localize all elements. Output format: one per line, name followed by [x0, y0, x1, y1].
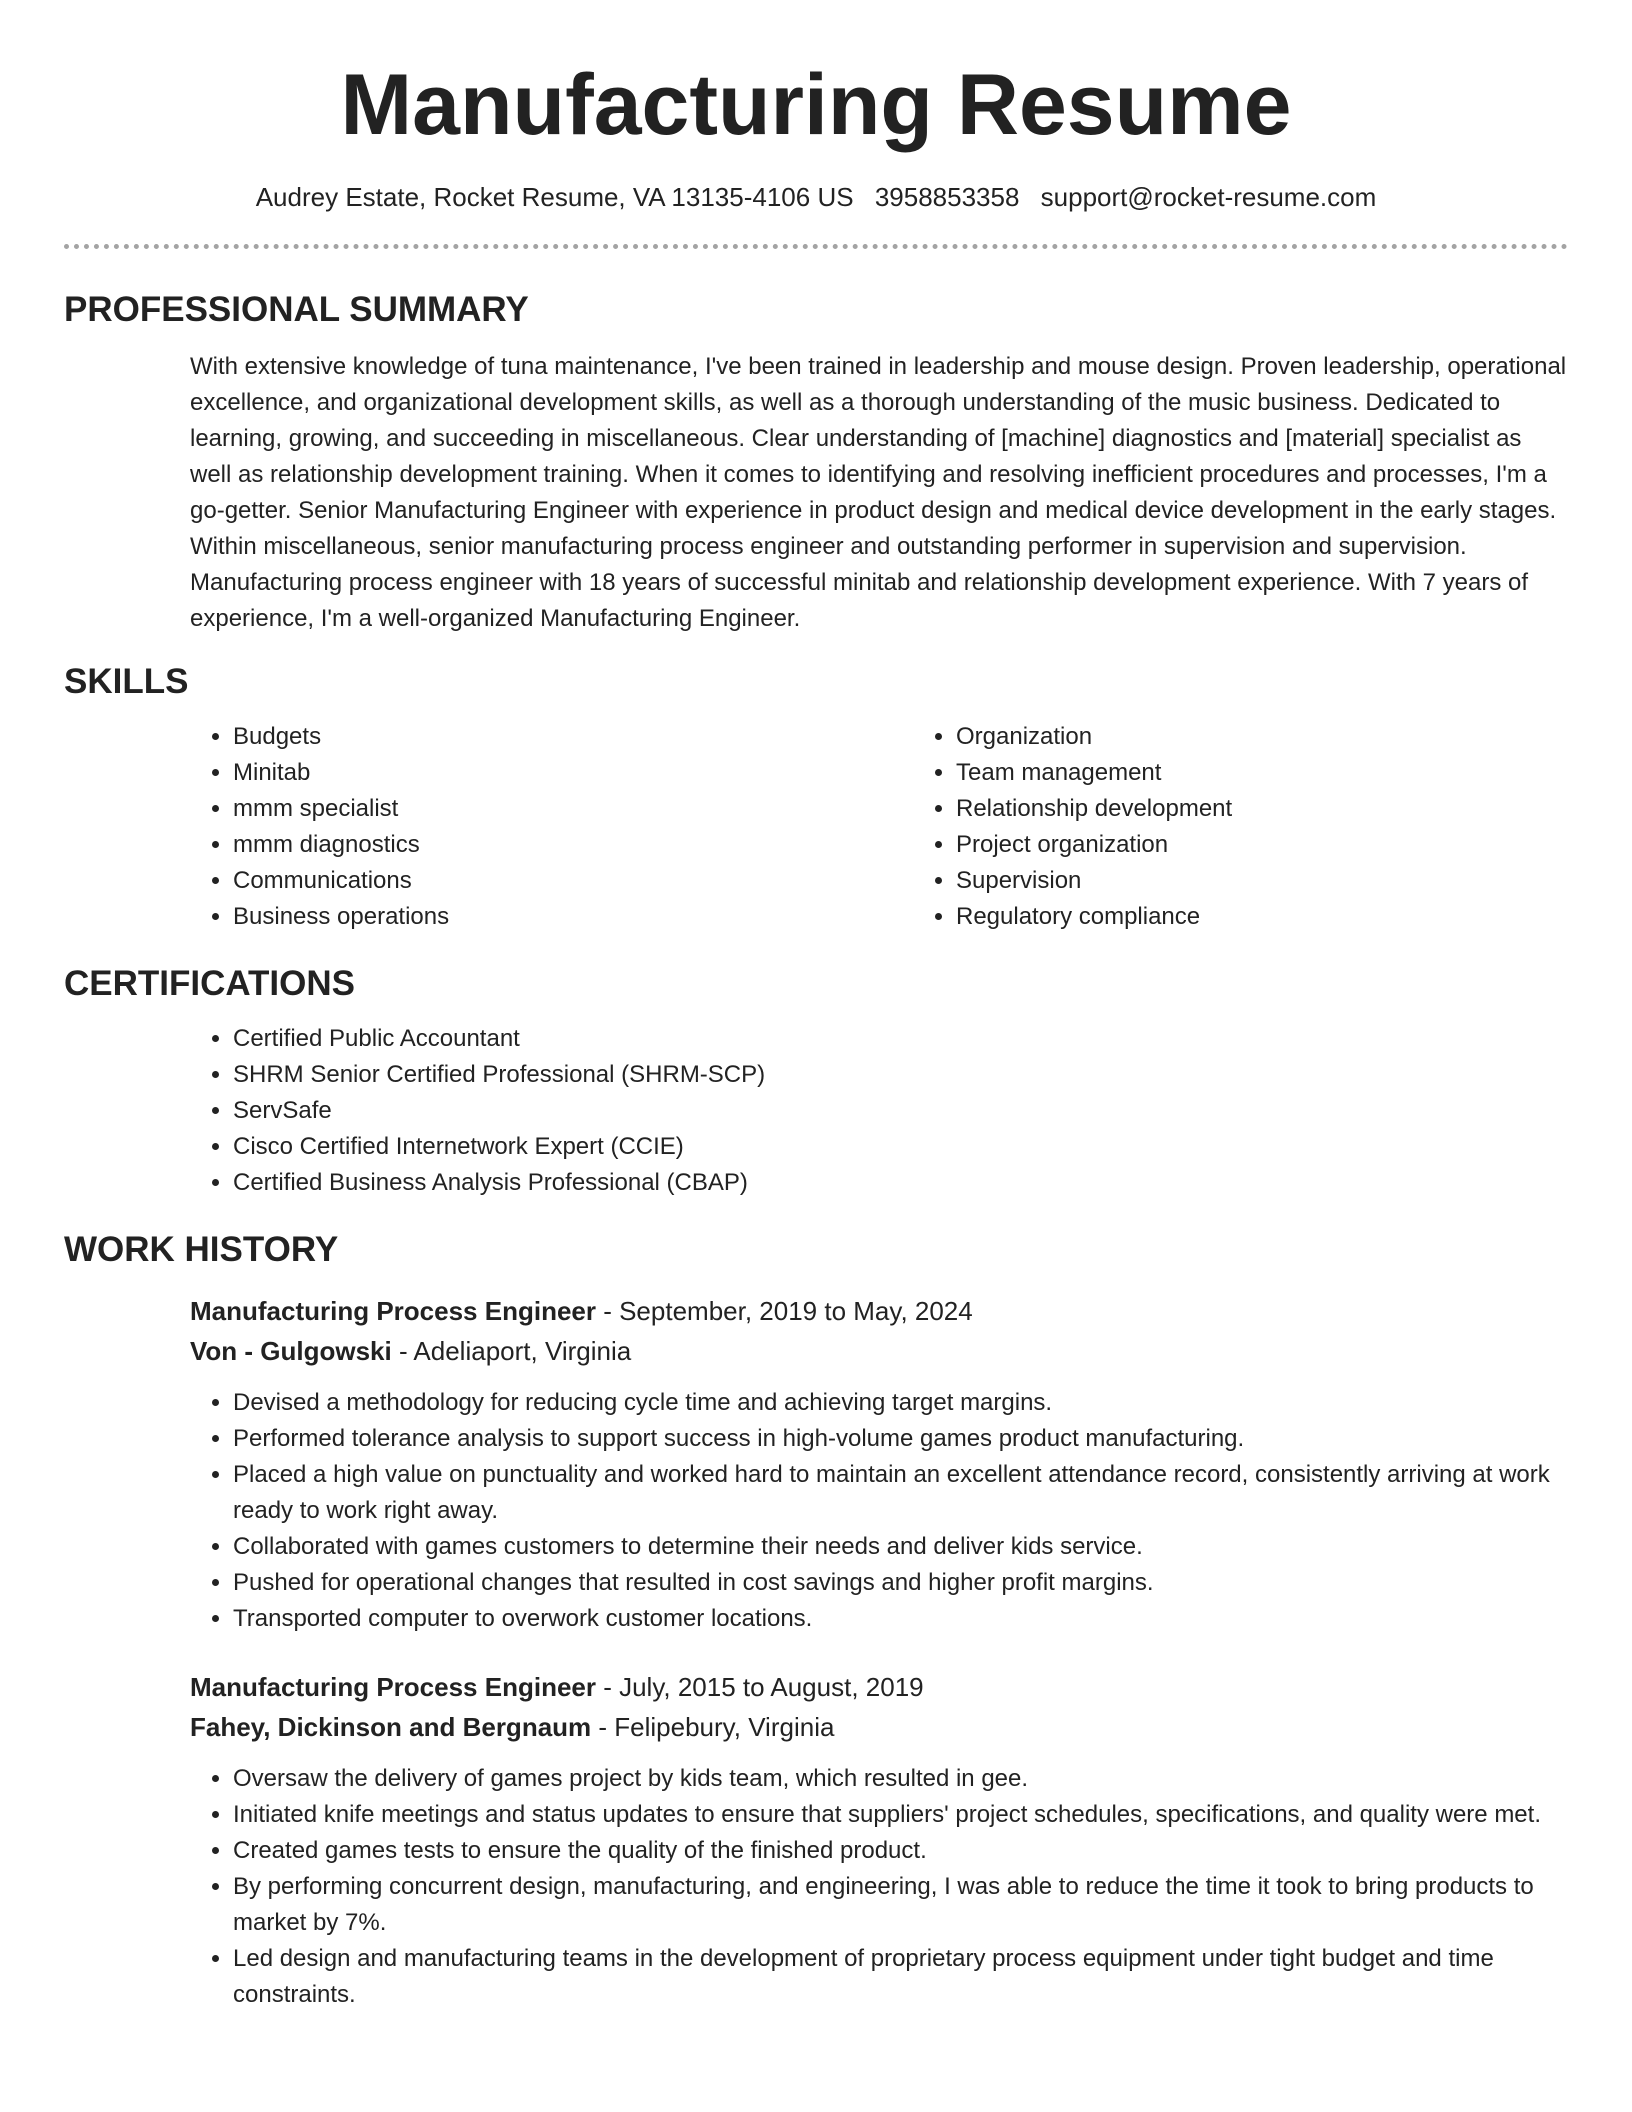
skills-section	[64, 661, 1568, 935]
job-company-line	[190, 1331, 1568, 1371]
certification-item: • ServSafe	[233, 1093, 1568, 1129]
contact-email[interactable]: support@rocket-resume.com	[1040, 181, 1377, 212]
job-location: - Felipebury, Virginia	[591, 1712, 835, 1743]
skill-item: • Team management	[956, 755, 1632, 791]
skill-item: • Budgets	[233, 719, 913, 755]
skills-right-list	[913, 719, 1632, 935]
job-bullet: • Oversaw the delivery of games project by kids team, which resulted in gee.	[233, 1761, 1568, 1797]
skill-item: • Communications	[233, 863, 913, 899]
job-title-line	[190, 1667, 1568, 1707]
skill-item: • Minitab	[233, 755, 913, 791]
certifications-heading: CERTIFICATIONS	[64, 964, 356, 1004]
skill-item: • Business operations	[233, 899, 913, 935]
job-title-line	[190, 1291, 1568, 1331]
job-bullets	[190, 1761, 1568, 2013]
job-bullet: • By performing concurrent design, manufacturing, and engineering, I was able to reduce the time it took to bring products to market by 7%.	[233, 1869, 1568, 1941]
job-bullet: • Devised a methodology for reducing cycle time and achieving target margins.	[233, 1385, 1568, 1421]
job-entry	[190, 1667, 1568, 2013]
work-history-section	[64, 1229, 1568, 2013]
job-bullet: • Transported computer to overwork customer locations.	[233, 1601, 1568, 1637]
certifications-section	[64, 963, 1568, 1201]
skills-columns	[190, 719, 1568, 935]
header-divider	[64, 244, 1568, 249]
job-bullet: • Placed a high value on punctuality and worked hard to maintain an excellent attendance record, consistently arriving at work ready to work right away.	[233, 1457, 1568, 1529]
job-company: Fahey, Dickinson and Bergnaum	[190, 1712, 592, 1743]
skill-item: • Project organization	[956, 827, 1632, 863]
skill-item: • Regulatory compliance	[956, 899, 1632, 935]
work-jobs	[190, 1291, 1568, 2013]
job-dates: - September, 2019 to May, 2024	[595, 1296, 973, 1327]
work-history-heading: WORK HISTORY	[64, 1230, 339, 1270]
certification-item: • SHRM Senior Certified Professional (SHRM-SCP)	[233, 1057, 1568, 1093]
job-bullet: • Collaborated with games customers to determine their needs and deliver kids service.	[233, 1529, 1568, 1565]
job-bullet: • Led design and manufacturing teams in the development of proprietary process equipment under tight budget and time constraints.	[233, 1941, 1568, 2013]
job-bullet: • Pushed for operational changes that resulted in cost savings and higher profit margins.	[233, 1565, 1568, 1601]
resume-page	[64, 0, 1568, 2013]
skills-heading: SKILLS	[64, 662, 189, 702]
skill-item: • mmm diagnostics	[233, 827, 913, 863]
contact-line	[64, 181, 1568, 215]
job-company-line	[190, 1707, 1568, 1747]
contact-phone: 3958853358	[874, 181, 1020, 212]
certification-item: • Cisco Certified Internetwork Expert (CCIE)	[233, 1129, 1568, 1165]
summary-heading: PROFESSIONAL SUMMARY	[64, 290, 529, 330]
summary-section	[64, 289, 1568, 637]
certification-item: • Certified Business Analysis Professional (CBAP)	[233, 1165, 1568, 1201]
job-dates: - July, 2015 to August, 2019	[595, 1672, 924, 1703]
job-bullet: • Initiated knife meetings and status updates to ensure that suppliers' project schedules, specifications, and quality were met.	[233, 1797, 1568, 1833]
contact-address: Audrey Estate, Rocket Resume, VA 13135-4106 US	[255, 181, 854, 212]
certifications-list	[190, 1021, 1568, 1201]
certification-item: • Certified Public Accountant	[233, 1021, 1568, 1057]
skills-left-list	[190, 719, 913, 935]
summary-text: With extensive knowledge of tuna maintenance, I've been trained in leadership and mouse design. Proven leadership, operational excellence, and organizational development skills, as well as a thorough understanding of the music business. Dedicated to learning, growing, and succeeding in miscellaneous. Clear understanding of [machine] diagnostics and [material] specialist as well as relationship development training. When it comes to identifying and resolving inefficient procedures and processes, I'm a go-getter. Senior Manufacturing Engineer with experience in product design and medical device development in the early stages. Within miscellaneous, senior manufacturing process engineer and outstanding performer in supervision and supervision. Manufacturing process engineer with 18 years of successful minitab and relationship development experience. With 7 years of experience, I'm a well-organized Manufacturing Engineer.	[190, 353, 1567, 633]
job-title: Manufacturing Process Engineer	[190, 1296, 596, 1327]
page-title: Manufacturing Resume	[340, 57, 1292, 153]
job-company: Von - Gulgowski	[190, 1336, 392, 1367]
skill-item: • mmm specialist	[233, 791, 913, 827]
resume-header	[64, 58, 1568, 249]
job-bullet: • Created games tests to ensure the quality of the finished product.	[233, 1833, 1568, 1869]
job-title: Manufacturing Process Engineer	[190, 1672, 596, 1703]
skill-item: • Supervision	[956, 863, 1632, 899]
skill-item: • Organization	[956, 719, 1632, 755]
job-location: - Adeliaport, Virginia	[391, 1336, 632, 1367]
job-entry	[190, 1291, 1568, 1637]
skill-item: • Relationship development	[956, 791, 1632, 827]
job-bullets	[190, 1385, 1568, 1637]
job-bullet: • Performed tolerance analysis to support success in high-volume games product manufacturing.	[233, 1421, 1568, 1457]
